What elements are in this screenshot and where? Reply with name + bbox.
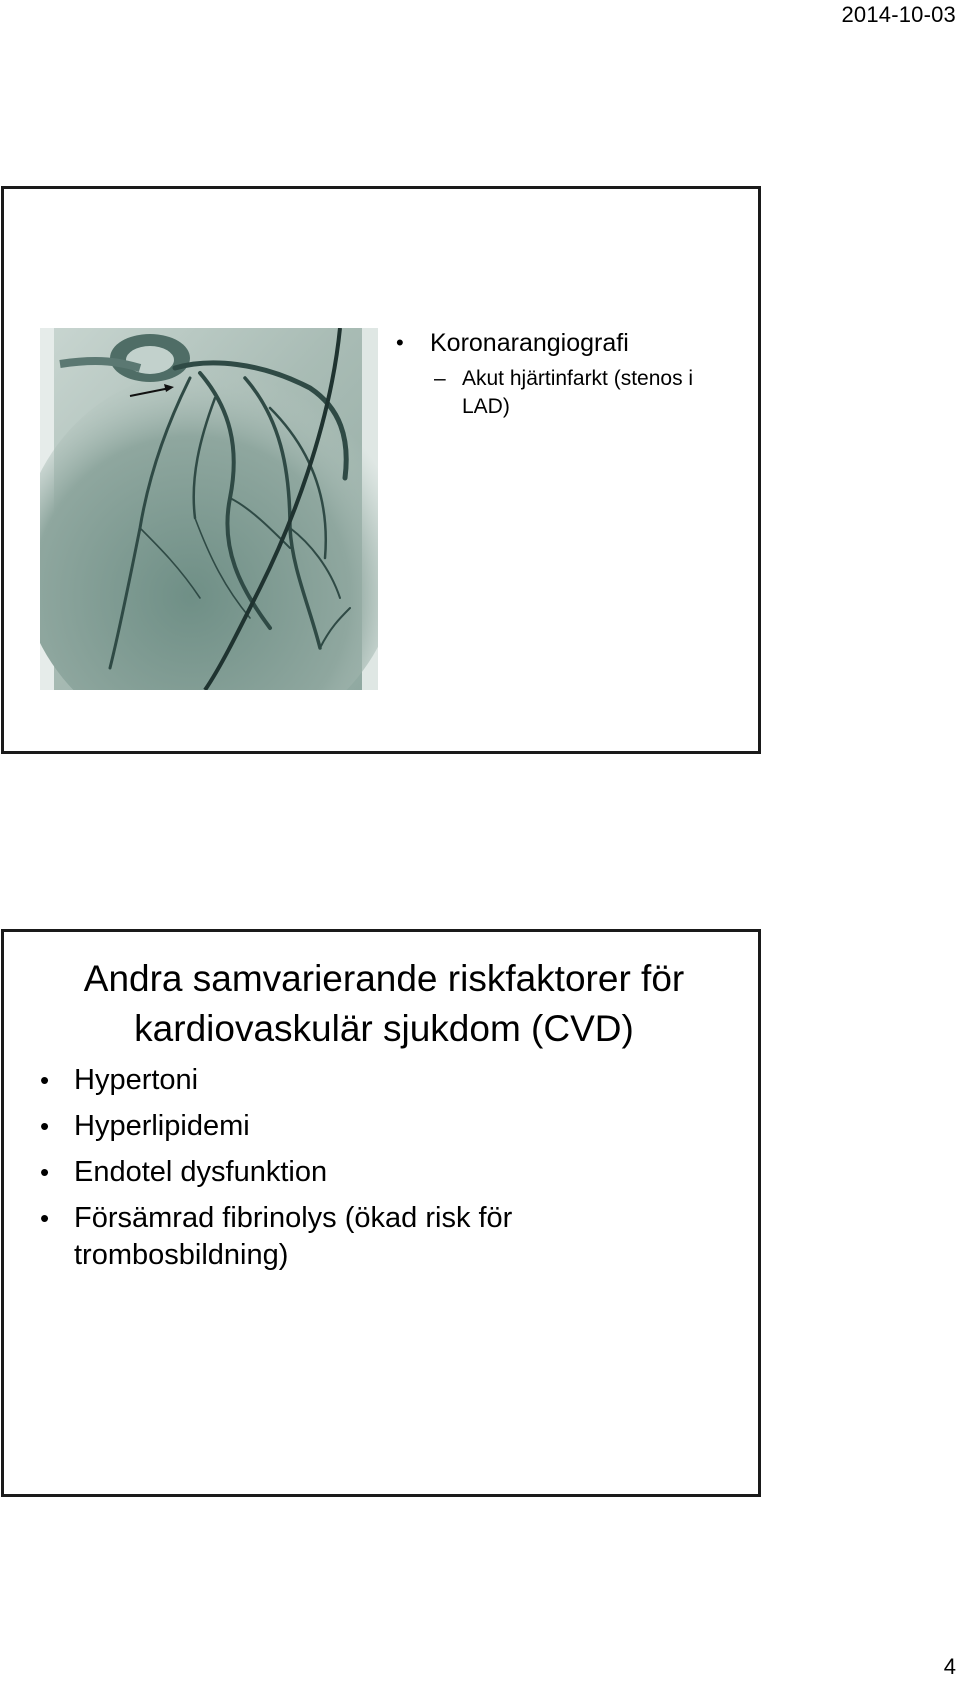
bullet-marker: • [40, 1157, 50, 1187]
slide-title: Andra samvarierande riskfaktorer för kardiovaskulär sjukdom (CVD) [83, 958, 685, 1049]
page-date: 2014-10-03 [841, 2, 956, 27]
list-item-text: Endotel dysfunktion [74, 1156, 328, 1188]
sub-bullet-text: Akut hjärtinfarkt (stenos i LAD) [462, 367, 694, 418]
risk-factor-list [40, 1062, 740, 1283]
bullet-marker: • [40, 1065, 50, 1095]
bullet-marker: • [40, 1111, 50, 1141]
sub-bullet-item [434, 365, 746, 421]
list-item [40, 1062, 740, 1099]
list-item [40, 1200, 740, 1274]
bullet-marker: • [40, 1203, 50, 1233]
list-item-text: Försämrad fibrinolys (ökad risk för trombosbildning) [74, 1202, 513, 1271]
list-item-text: Hypertoni [74, 1064, 199, 1096]
dash-marker: – [434, 367, 446, 390]
angiogram-image [40, 328, 378, 690]
bullet-text: Koronarangiografi [430, 329, 629, 357]
list-item-text: Hyperlipidemi [74, 1110, 250, 1142]
page-number: 4 [943, 1654, 956, 1679]
slide-2 [1, 929, 761, 1497]
bullet-item [396, 327, 746, 359]
slide-1 [1, 186, 761, 754]
list-item [40, 1154, 740, 1191]
bullet-marker: • [396, 330, 404, 355]
list-item [40, 1108, 740, 1145]
